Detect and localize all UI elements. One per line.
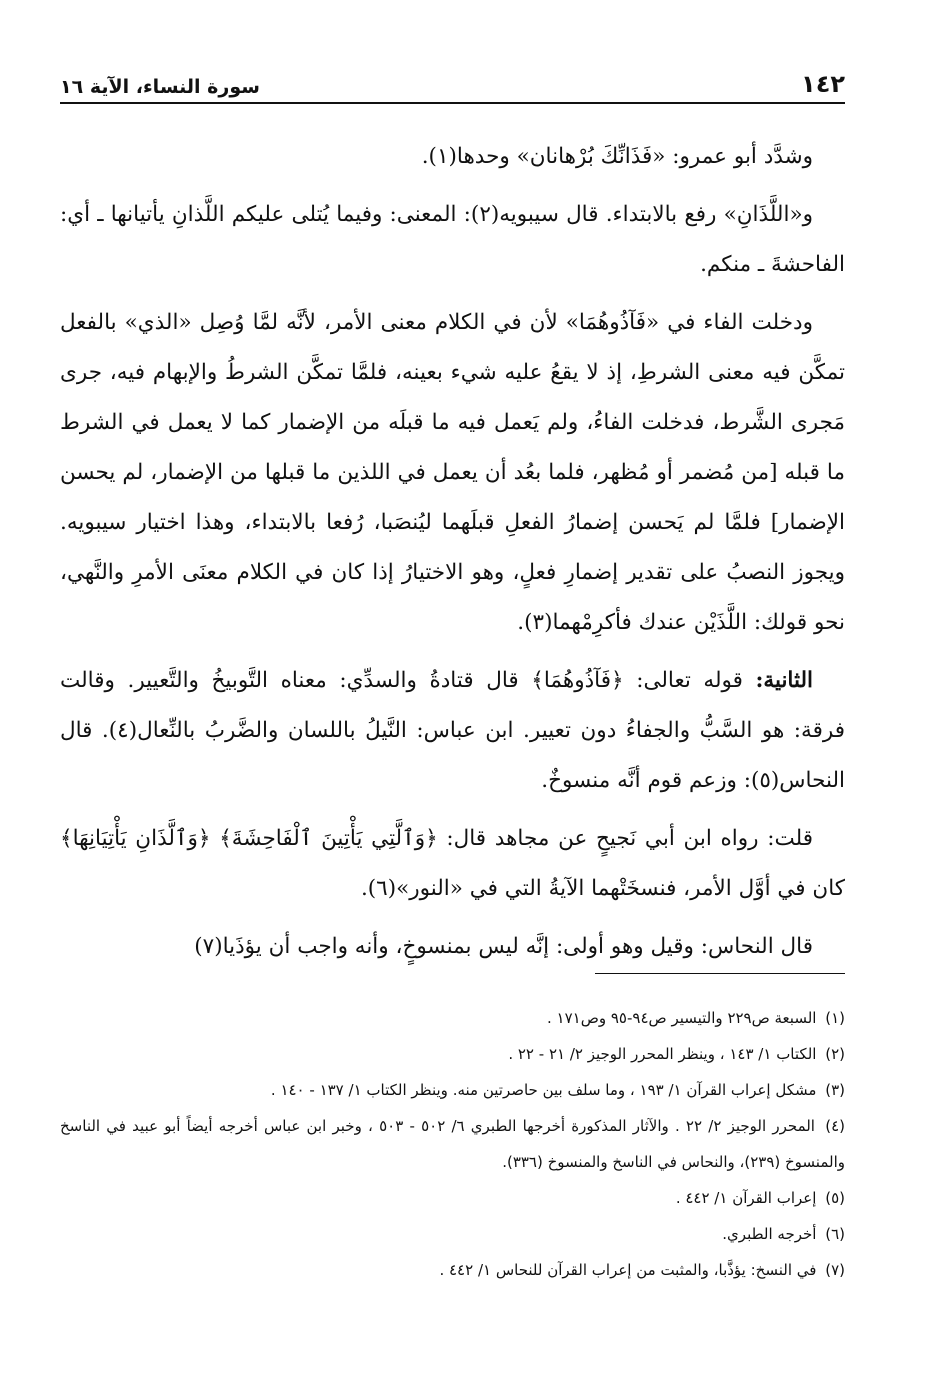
paragraph-text: قوله تعالى: ﴿فَآذُوهُمَا﴾ قال قتادةُ والسدِّي: معناه التَّوبيخُ والتَّعيير. وقالت فرقة: هو السَّبُّ والجفاءُ دون تعيير. ابن عباس: النَّيلُ باللسان والضَّربُ بالنِّعال(٤). قال النحاس(٥): وزعم قوم أنَّه منسوخٌ. — [60, 668, 845, 793]
footnote-number: (١) — [825, 1009, 845, 1027]
footnote-number: (٤) — [825, 1117, 845, 1135]
paragraph-text: ودخلت الفاء في «فَآذُوهُمَا» لأن في الكلام معنى الأمر، لأنَّه لمَّا وُصِل «الذي» بالفعل تمكَّن فيه معنى الشرطِ، إذ لا يقعُ عليه شيء بعينه، فلمَّا تمكَّن الشرطُ والإبهام فيه، جرى مَجرى الشَّرط، فدخلت الفاءُ، ولم يَعمل فيه ما قبلَه من الإضمار كما لا يعمل في الشرط ما قبله [من مُضمر أو مُظهر، فلما بعُد أن يعمل في اللذين ما قبلها من الإضمار، لم يحسن الإضمار] فلمَّا لم يَحسن إضمارُ الفعلِ قبلَهما ليُنصَبا، رُفعا بالابتداء، وهذا اختيار سيبويه. ويجوز النصبُ على تقدير إضمارِ فعلٍ، وهو الاختيارُ إذا كان في الكلام معنَى الأمرِ والنَّهي، نحو قولك: اللَّذَيْن عندك فأكرِمْهما(٣). — [60, 310, 845, 635]
paragraph — [60, 132, 845, 182]
paragraph-text: و«اللَّذَانِ» رفع بالابتداء. قال سيبويه(٢): المعنى: وفيما يُتلى عليكم اللَّذانِ يأتيانها ـ أي: الفاحشةَ ـ منكم. — [60, 202, 845, 277]
page-header — [60, 62, 845, 104]
footnote — [60, 1216, 845, 1252]
section-lead: الثانية: — [755, 668, 813, 693]
footnote-number: (٦) — [825, 1225, 845, 1243]
main-text — [60, 132, 845, 980]
footnote-divider — [595, 973, 845, 974]
footnote-number: (٣) — [825, 1081, 845, 1099]
paragraph — [60, 656, 845, 806]
page-number: ١٤٢ — [801, 70, 845, 98]
footnote — [60, 1000, 845, 1036]
paragraph-text: وشدَّد أبو عمرو: «فَذَانِّكَ بُرْهانان» وحدها(١). — [421, 144, 813, 169]
footnote — [60, 1108, 845, 1180]
footnote-text: في النسخ: يؤذَّبا، والمثبت من إعراب القرآن للنحاس ١/ ٤٤٢ . — [439, 1261, 817, 1279]
footnote-text: المحرر الوجيز ٢/ ٢٢ . والآثار المذكورة أخرجها الطبري ٦/ ٥٠٢ - ٥٠٣ ، وخبر ابن عباس أخرجه أيضاً أبو عبيد في الناسخ والمنسوخ (٢٣٩)، والنحاس في الناسخ والمنسوخ (٣٣٦). — [60, 1117, 845, 1171]
footnote-text: أخرجه الطبري. — [722, 1225, 817, 1243]
footnote-text: إعراب القرآن ١/ ٤٤٢ . — [675, 1189, 817, 1207]
footnotes — [60, 1000, 845, 1288]
paragraph — [60, 814, 845, 914]
footnote — [60, 1180, 845, 1216]
paragraph — [60, 298, 845, 648]
footnote — [60, 1036, 845, 1072]
paragraph-text: قال النحاس: وقيل وهو أولى: إنَّه ليس بمنسوخٍ، وأنه واجب أن يؤذَيا(٧) — [194, 934, 813, 959]
running-title: سورة النساء، الآية ١٦ — [60, 76, 260, 98]
footnote-number: (٧) — [825, 1261, 845, 1279]
paragraph — [60, 190, 845, 290]
footnote-text: السبعة ص٢٢٩ والتيسير ص٩٤-٩٥ وص١٧١ . — [547, 1009, 817, 1027]
footnote-number: (٥) — [825, 1189, 845, 1207]
footnote — [60, 1252, 845, 1288]
footnote — [60, 1072, 845, 1108]
footnote-number: (٢) — [825, 1045, 845, 1063]
paragraph — [60, 922, 845, 972]
footnote-text: مشكل إعراب القرآن ١/ ١٩٣ ، وما سلف بين حاصرتين منه. وينظر الكتاب ١/ ١٣٧ - ١٤٠ . — [270, 1081, 817, 1099]
footnote-text: الكتاب ١/ ١٤٣ ، وينظر المحرر الوجيز ٢/ ٢١ - ٢٢ . — [508, 1045, 817, 1063]
paragraph-text: قلت: رواه ابن أبي نَجيحٍ عن مجاهد قال: ﴿وَٱلَّتِي يَأْتِينَ ٱلْفَاحِشَةَ﴾ ﴿وَٱلَّذَانِ يَأْتِيَانِهَا﴾ كان في أوَّل الأمر، فنسخَتْهما الآيةُ التي في «النور»(٦). — [60, 826, 845, 901]
